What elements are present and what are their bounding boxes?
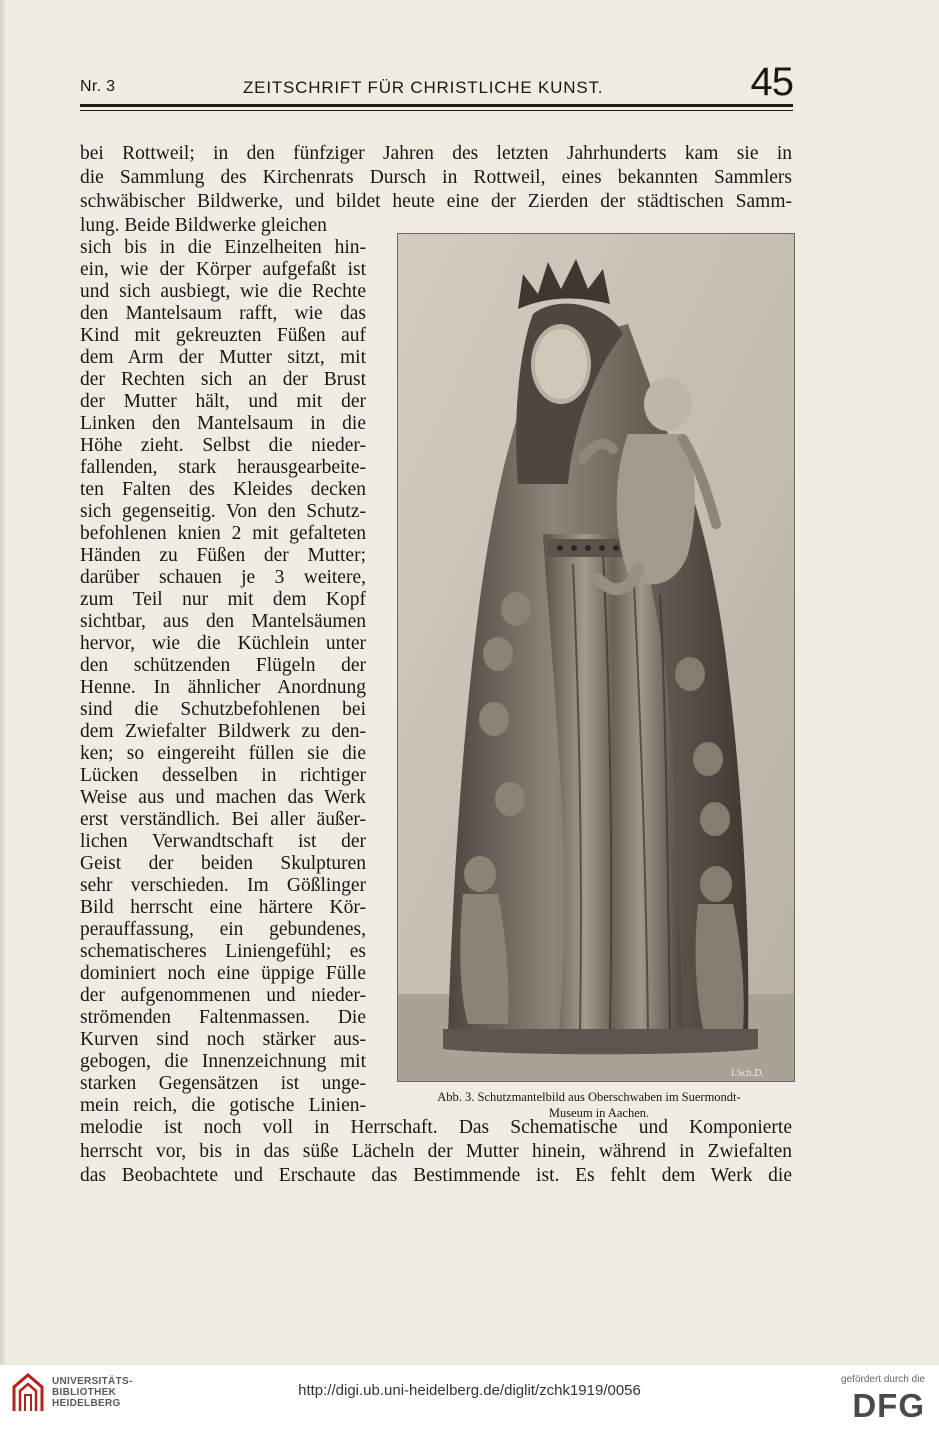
text-line: gebogen, die Innenzeichnung mit (80, 1051, 366, 1072)
text-line: Lücken desselben in richtiger (80, 765, 366, 786)
text-line: befohlenen knien 2 mit gefalteten (80, 523, 366, 544)
text-line: zum Teil nur mit dem Kopf (80, 589, 366, 610)
text-line: sich gegenseitig. Von den Schutz- (80, 501, 366, 522)
text-line: Kurven sind noch stärker aus- (80, 1029, 366, 1050)
text-line: dominiert noch eine üppige Fülle (80, 963, 366, 984)
text-line: Bild herrscht eine härtere Kör- (80, 897, 366, 918)
text-line: die Sammlung des Kirchenrats Dursch in Rottweil, eines bekannten Sammlers (80, 167, 792, 188)
library-name-line: BIBLIOTHEK (52, 1387, 117, 1398)
text-line: Geist der beiden Skulpturen (80, 853, 366, 874)
madonna-sculpture-image (398, 234, 794, 1081)
text-line: bei Rottweil; in den fünfziger Jahren des letzten Jahrhunderts kam sie in (80, 143, 792, 164)
text-line: Linken den Mantelsaum in die (80, 413, 366, 434)
text-line: fallenden, stark herausgearbeite- (80, 457, 366, 478)
text-line: der Rechten sich an der Brust (80, 369, 366, 390)
dfg-logo[interactable]: DFG (852, 1387, 925, 1424)
text-line: erst verständlich. Bei aller äußer- (80, 809, 366, 830)
text-line: sind die Schutzbefohlenen bei (80, 699, 366, 720)
text-line: Höhe zieht. Selbst die nieder- (80, 435, 366, 456)
text-line: mein reich, die gotische Linien- (80, 1095, 366, 1116)
digitization-footer (0, 1365, 939, 1433)
text-line: sehr verschieden. Im Gößlinger (80, 875, 366, 896)
text-line: schematischeres Liniengefühl; es (80, 941, 366, 962)
caption-line-1: Abb. 3. Schutzmantelbild aus Oberschwaben im Suermondt- (437, 1090, 741, 1104)
text-line: schwäbischer Bildwerke, und bildet heute eine der Zierden der städtischen Samm- (80, 191, 792, 212)
text-line: dem Zwiefalter Bildwerk zu den- (80, 721, 366, 742)
text-line: Weise aus und machen das Werk (80, 787, 366, 808)
text-line: den schützenden Flügeln der (80, 655, 366, 676)
photographer-signature: I.Sch.D. (730, 1068, 764, 1079)
caption-line-2: Museum in Aachen. (548, 1106, 650, 1120)
text-line: ten Falten des Kleides decken (80, 479, 366, 500)
text-line: ein, wie der Körper aufgefaßt ist (80, 259, 366, 280)
text-line: dem Arm der Mutter sitzt, mit (80, 347, 366, 368)
journal-title: ZEITSCHRIFT FÜR CHRISTLICHE KUNST. (243, 78, 604, 97)
text-line: Händen zu Füßen der Mutter; (80, 545, 366, 566)
text-line: strömenden Faltenmassen. Die (80, 1007, 366, 1028)
funded-by-label: gefördert durch die (841, 1374, 925, 1385)
page-number: 45 (750, 60, 793, 104)
text-line: sichtbar, aus den Mantelsäumen (80, 611, 366, 632)
library-name-line: HEIDELBERG (52, 1398, 121, 1409)
figure-caption (384, 1089, 794, 1121)
text-line: den Mantelsaum rafft, wie das (80, 303, 366, 324)
text-line: darüber schauen je 3 weitere, (80, 567, 366, 588)
text-line: herrscht vor, bis in das süße Lächeln der Mutter hinein, während in Zwiefalten (80, 1141, 792, 1162)
text-line: ken; so eingereiht füllen sie die (80, 743, 366, 764)
text-line: sich bis in die Einzelheiten hin- (80, 237, 366, 258)
text-line: starken Gegensätzen ist unge- (80, 1073, 366, 1094)
text-line: lichen Verwandtschaft ist der (80, 831, 366, 852)
text-line: Kind mit gekreuzten Füßen auf (80, 325, 366, 346)
text-line: der aufgenommenen und nieder- (80, 985, 366, 1006)
text-line: der Mutter hält, und mit der (80, 391, 366, 412)
text-line: lung. Beide Bildwerke gleichen (80, 215, 327, 236)
library-name-line: UNIVERSITÄTS- (52, 1376, 133, 1387)
text-line: hervor, wie die Küchlein unter (80, 633, 366, 654)
text-line: perauffassung, ein gebundenes, (80, 919, 366, 940)
issue-number: Nr. 3 (80, 78, 116, 95)
text-line: das Beobachtete und Erschaute das Bestimmende ist. Es fehlt dem Werk die (80, 1165, 792, 1186)
text-line: Henne. In ähnlicher Anordnung (80, 677, 366, 698)
text-line: und sich ausbiegt, wie die Rechte (80, 281, 366, 302)
permalink-url[interactable]: http://digi.ub.uni-heidelberg.de/diglit/zchk1919/0056 (298, 1382, 641, 1399)
sculpture-photograph (397, 233, 795, 1082)
text-line: melodie ist noch voll in Herrschaft. Das Schematische und Komponierte (80, 1117, 792, 1138)
